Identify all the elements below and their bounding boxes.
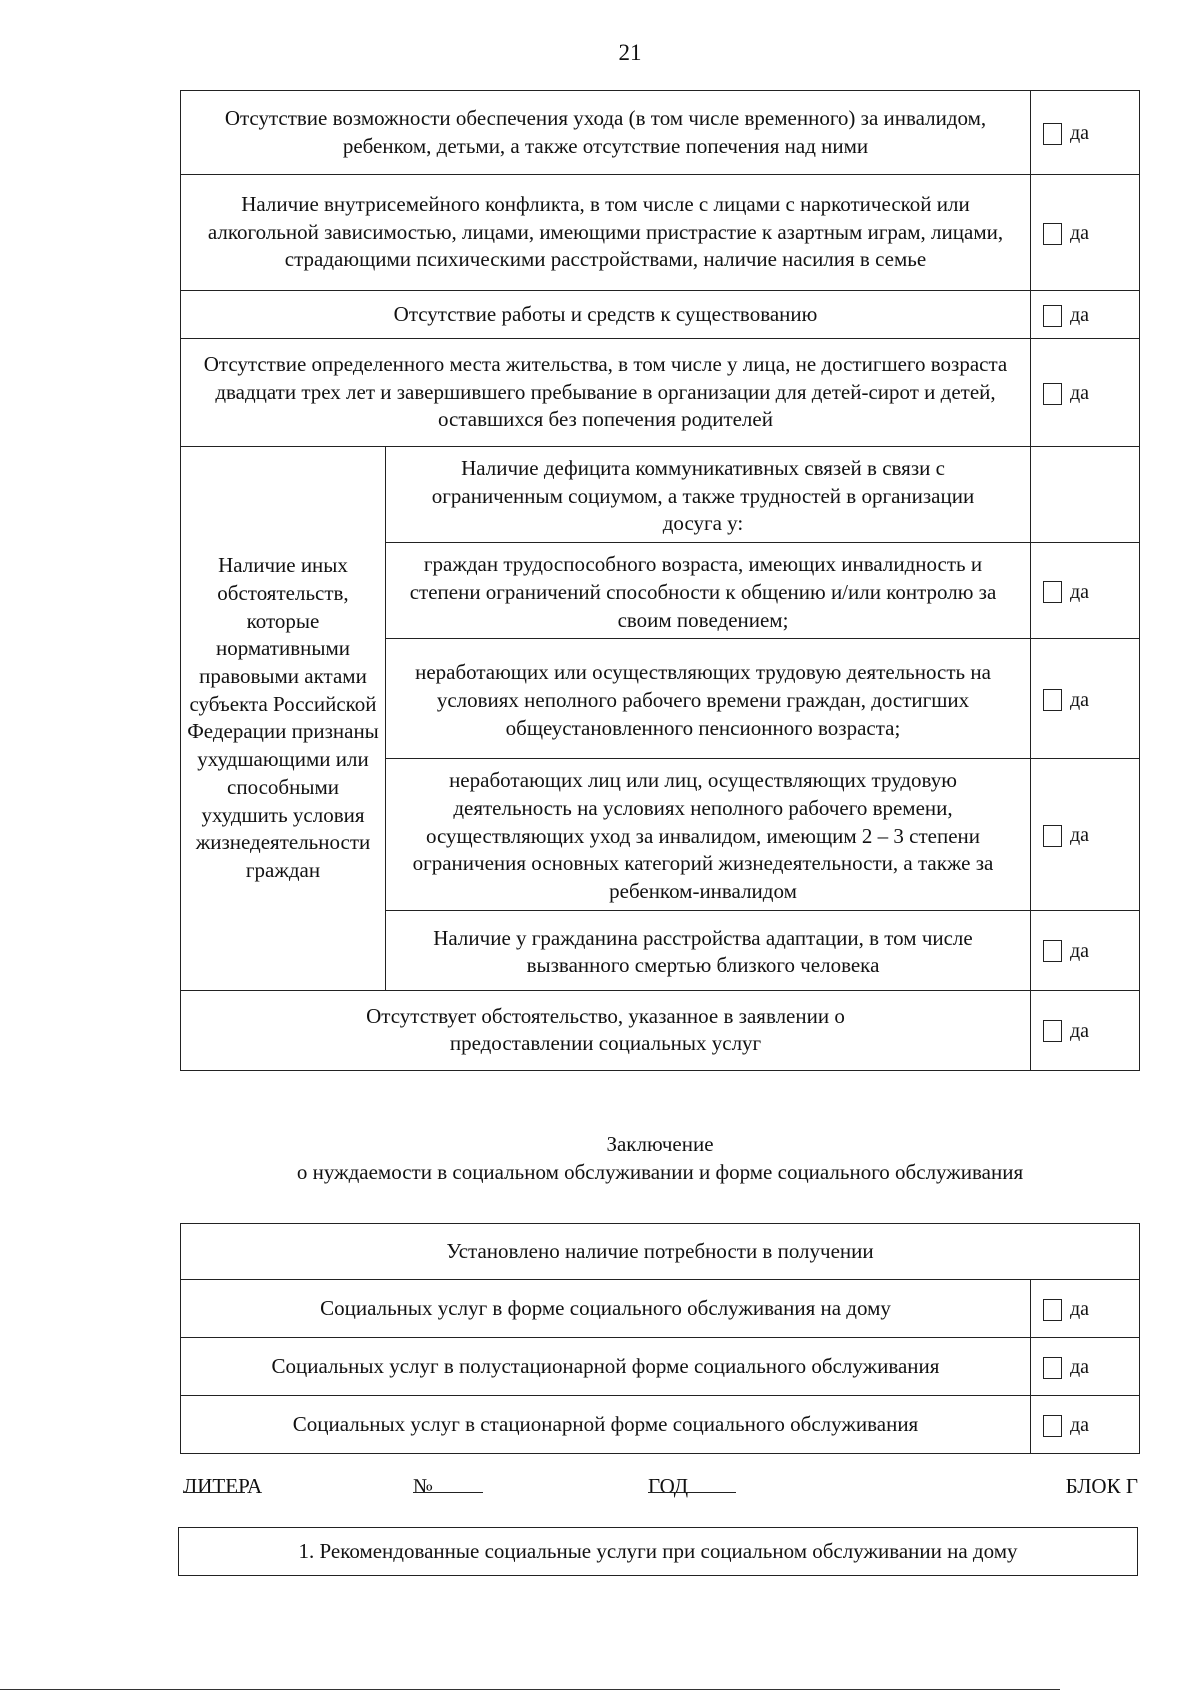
block-label: БЛОК Г: [1065, 1474, 1138, 1498]
checkbox-cell[interactable]: [1031, 91, 1140, 175]
table-row: [181, 1224, 1140, 1280]
deficit-item: неработающих лиц или лиц, осуществляющих трудовую деятельность на условиях неполного рабочего времени, осуществляющих уход за инвалидом, имеющим 2 – 3 степени ограничения основных категорий жизнедеятельности, а также за ребенком-инвалидом: [386, 759, 1031, 911]
need-table: [180, 1223, 1140, 1454]
table-row: [181, 339, 1140, 447]
checkbox-label: да: [1070, 1020, 1090, 1043]
checkbox-label: да: [1070, 1414, 1090, 1437]
table-row: [181, 91, 1140, 175]
row-text: Отсутствие возможности обеспечения ухода (в том числе временного) за инвалидом, ребенком, детьми, а также отсутствие попечения над ними: [181, 91, 1031, 175]
checkbox-label: да: [1070, 688, 1090, 711]
checkbox-label: да: [1070, 382, 1090, 405]
empty-check-cell: [1031, 447, 1140, 543]
need-row-text: Социальных услуг в форме социального обслуживания на дому: [181, 1280, 1031, 1338]
checkbox-label: да: [1070, 304, 1090, 327]
table-row: [181, 990, 1140, 1070]
row-text: Наличие внутрисемейного конфликта, в том числе с лицами с наркотической или алкогольной зависимостью, лицами, имеющими пристрастие к азартным играм, лицами, страдающими психическими расстройствами, наличие насилия в семье: [181, 175, 1031, 291]
table-row: [181, 175, 1140, 291]
table-row: [181, 291, 1140, 339]
checkbox[interactable]: [1043, 689, 1062, 711]
table-row: [181, 1338, 1140, 1396]
checkbox-cell[interactable]: [1031, 1280, 1140, 1338]
table-row: [179, 1528, 1138, 1576]
deficit-item: граждан трудоспособного возраста, имеющих инвалидность и степени ограничений способности к общению и/или контролю за своим поведением;: [386, 543, 1031, 639]
checkbox-cell[interactable]: [1031, 759, 1140, 911]
deficit-item: неработающих или осуществляющих трудовую деятельность на условиях неполного рабочего времени граждан, достигших общеустановленного пенсионного возраста;: [386, 639, 1031, 759]
row-text: Отсутствие работы и средств к существованию: [181, 291, 1031, 339]
recommended-services-table: [178, 1527, 1138, 1576]
need-row-text: Социальных услуг в полустационарной форме социального обслуживания: [181, 1338, 1031, 1396]
year-blank[interactable]: [648, 1474, 736, 1493]
adaptation-text: Наличие у гражданина расстройства адаптации, в том числе вызванного смертью близкого человека: [386, 910, 1031, 990]
checkbox-label: да: [1070, 940, 1090, 963]
checkbox-cell[interactable]: [1031, 990, 1140, 1070]
page-number: 21: [618, 40, 642, 65]
row-text: Отсутствует обстоятельство, указанное в заявлении о предоставлении социальных услуг: [181, 990, 1031, 1070]
checkbox-cell[interactable]: [1031, 910, 1140, 990]
checkbox[interactable]: [1043, 1020, 1062, 1042]
circumstances-table: [180, 90, 1140, 1071]
checkbox-cell[interactable]: [1031, 1338, 1140, 1396]
checkbox[interactable]: [1043, 825, 1062, 847]
conclusion-subtitle: о нуждаемости в социальном обслуживании и форме социального обслуживания: [296, 1160, 1024, 1184]
litera-label: ЛИТЕРА: [183, 1474, 263, 1498]
checkbox-label: да: [1070, 1298, 1090, 1321]
year-label: ГОД: [648, 1474, 689, 1498]
checkbox-cell[interactable]: [1031, 543, 1140, 639]
checkbox[interactable]: [1043, 1415, 1062, 1437]
number-blank[interactable]: [413, 1474, 483, 1493]
table-row: [181, 1280, 1140, 1338]
conclusion-title: Заключение: [606, 1132, 714, 1156]
table-row: [181, 1396, 1140, 1454]
need-header: Установлено наличие потребности в получении: [181, 1224, 1140, 1280]
need-row-text: Социальных услуг в стационарной форме социального обслуживания: [181, 1396, 1031, 1454]
checkbox-label: да: [1070, 122, 1090, 145]
checkbox[interactable]: [1043, 305, 1062, 327]
checkbox[interactable]: [1043, 1299, 1062, 1321]
table-row: [181, 447, 1140, 543]
other-circumstances-label: Наличие иных обстоятельств, которые нормативными правовыми актами субъекта Российской Федерации признаны ухудшающими или способными ухудшить условия жизнедеятельности граждан: [181, 447, 386, 991]
deficit-header: Наличие дефицита коммуникативных связей в связи с ограниченным социумом, а также трудностей в организации досуга у:: [386, 447, 1031, 543]
checkbox-cell[interactable]: [1031, 639, 1140, 759]
checkbox-cell[interactable]: [1031, 291, 1140, 339]
row-text: Отсутствие определенного места жительства, в том числе у лица, не достигшего возраста двадцати трех лет и завершившего пребывание в организации для детей-сирот и детей, оставшихся без попечения родителей: [181, 339, 1031, 447]
checkbox-cell[interactable]: [1031, 339, 1140, 447]
litera-blank[interactable]: [183, 1474, 245, 1493]
checkbox[interactable]: [1043, 123, 1062, 145]
number-label: №: [413, 1474, 434, 1498]
checkbox-label: да: [1070, 824, 1090, 847]
checkbox-label: да: [1070, 222, 1090, 245]
checkbox[interactable]: [1043, 581, 1062, 603]
checkbox-cell[interactable]: [1031, 1396, 1140, 1454]
checkbox-cell[interactable]: [1031, 175, 1140, 291]
checkbox[interactable]: [1043, 940, 1062, 962]
bottom-divider: [0, 1689, 1060, 1690]
checkbox[interactable]: [1043, 383, 1062, 405]
recommended-services-title: 1. Рекомендованные социальные услуги при социальном обслуживании на дому: [179, 1528, 1138, 1576]
checkbox[interactable]: [1043, 223, 1062, 245]
checkbox[interactable]: [1043, 1357, 1062, 1379]
checkbox-label: да: [1070, 580, 1090, 603]
checkbox-label: да: [1070, 1356, 1090, 1379]
